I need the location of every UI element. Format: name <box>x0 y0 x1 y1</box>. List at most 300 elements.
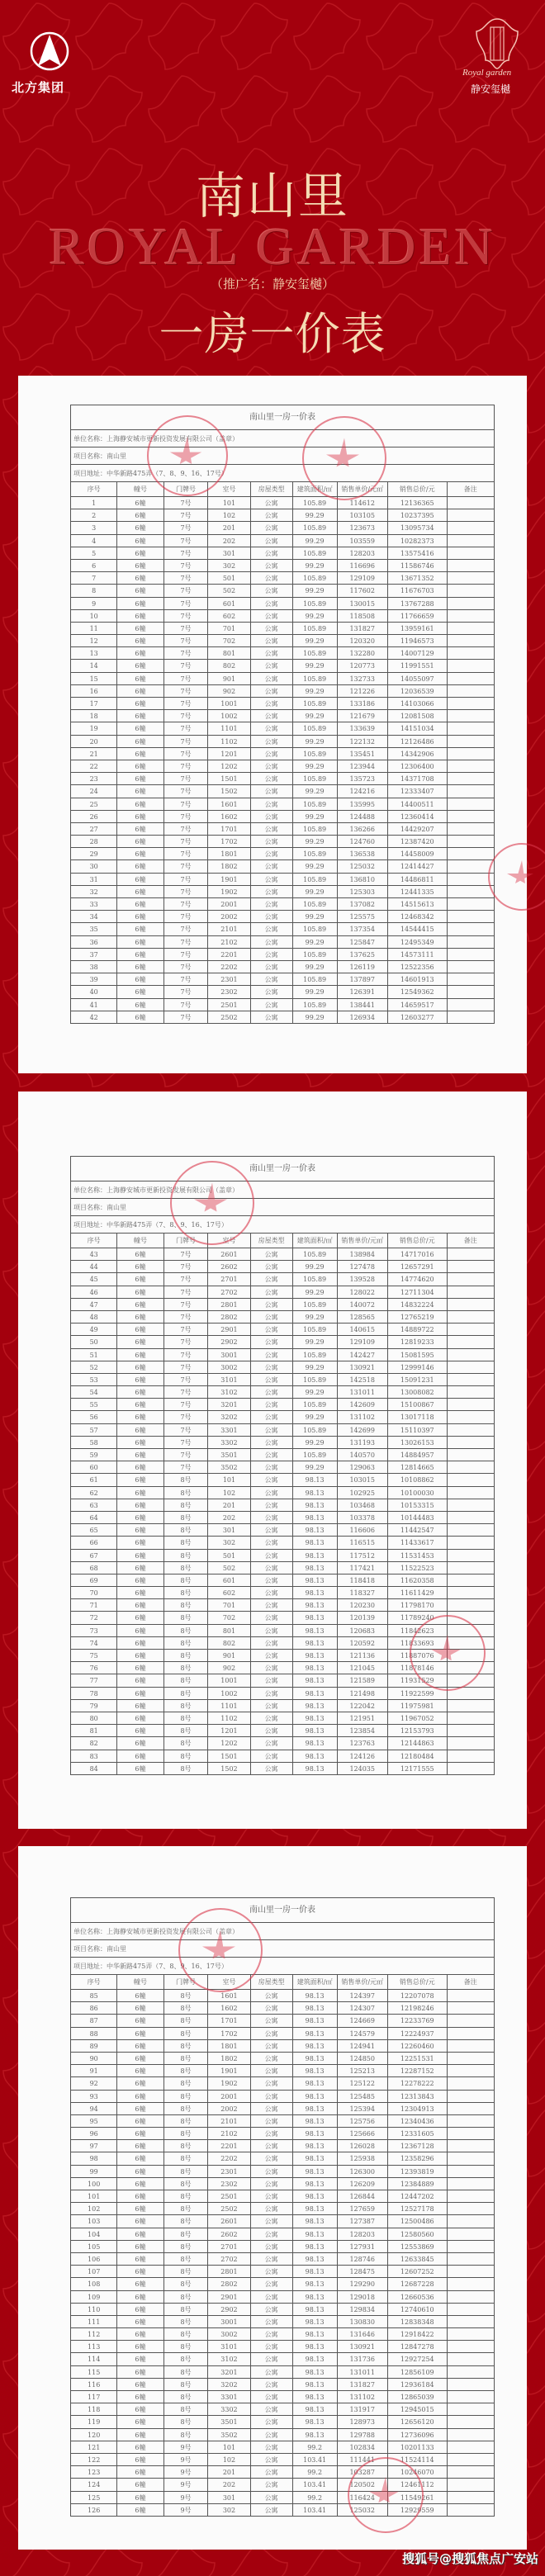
table-cell: 8号 <box>164 2366 209 2378</box>
table-cell: 118327 <box>338 1587 388 1598</box>
table-cell: 公寓 <box>251 1336 293 1347</box>
table-cell: 601 <box>208 1574 250 1586</box>
column-header: 建筑面积/㎡ <box>293 1234 338 1248</box>
table-cell: 124941 <box>338 2040 388 2052</box>
table-cell <box>448 1662 494 1674</box>
table-cell: 124579 <box>338 2028 388 2039</box>
table-cell: 99.29 <box>293 1411 338 1423</box>
table-cell: 8号 <box>164 1750 209 1762</box>
table-cell: 10144483 <box>388 1512 448 1523</box>
table-row <box>71 1599 494 1612</box>
table-cell: 98.13 <box>293 2140 338 2152</box>
table-cell: 2702 <box>208 2253 250 2265</box>
table-row <box>71 1286 494 1299</box>
table-row <box>71 860 494 873</box>
table-cell: 138441 <box>338 999 388 1011</box>
table-cell: 61 <box>71 1474 117 1485</box>
table-cell: 115 <box>71 2366 117 2378</box>
table-cell: 8号 <box>164 1487 209 1499</box>
table-cell: 8号 <box>164 1512 209 1523</box>
project-address: 项目地址：中华新路475弄（7、8、9、16、17号） <box>71 1216 494 1234</box>
table-cell: 6幢 <box>117 936 164 948</box>
table-cell <box>448 522 494 533</box>
table-cell: 136538 <box>338 848 388 859</box>
table-cell: 140615 <box>338 1324 388 1335</box>
table-cell: 11833693 <box>388 1637 448 1649</box>
table-cell: 105.89 <box>293 572 338 584</box>
table-cell: 2802 <box>208 1311 250 1323</box>
table-cell: 7号 <box>164 698 209 709</box>
table-cell: 公寓 <box>251 1261 293 1272</box>
table-cell: 48 <box>71 1311 117 1323</box>
table-cell: 公寓 <box>251 949 293 960</box>
table-cell: 14400511 <box>388 798 448 810</box>
table-cell: 6幢 <box>117 2328 164 2340</box>
table-cell: 7号 <box>164 1449 209 1461</box>
table-cell: 6幢 <box>117 1424 164 1436</box>
table-cell: 6幢 <box>117 1599 164 1611</box>
table-cell: 9号 <box>164 2441 209 2453</box>
table-cell: 124669 <box>338 2015 388 2026</box>
document-page-2 <box>18 1091 527 1829</box>
table-cell: 8号 <box>164 2152 209 2164</box>
table-cell: 6幢 <box>117 2441 164 2453</box>
table-cell: 105.89 <box>293 497 338 509</box>
table-cell: 6幢 <box>117 598 164 609</box>
table-cell: 6幢 <box>117 1700 164 1712</box>
table-cell <box>448 949 494 960</box>
table-cell: 52 <box>71 1361 117 1373</box>
table-cell: 公寓 <box>251 1386 293 1398</box>
table-row <box>71 1361 494 1374</box>
table-cell: 6幢 <box>117 798 164 810</box>
table-cell: 6幢 <box>117 1499 164 1511</box>
table-cell: 6幢 <box>117 1688 164 1699</box>
table-row <box>71 2077 494 2090</box>
table-cell: 1901 <box>208 874 250 885</box>
document-page-1 <box>18 376 527 1073</box>
left-logo-text: 北方集团 <box>12 80 65 95</box>
table-cell: 2602 <box>208 1261 250 1272</box>
table-cell: 公寓 <box>251 811 293 822</box>
table-row <box>71 2015 494 2027</box>
table-cell: 701 <box>208 623 250 634</box>
table-cell: 105.89 <box>293 1374 338 1385</box>
table-cell: 126119 <box>338 961 388 973</box>
table-row <box>71 2166 494 2178</box>
table-cell <box>448 1650 494 1661</box>
table-cell: 12233769 <box>388 2015 448 2026</box>
table-cell <box>448 2077 494 2089</box>
table-row <box>71 1437 494 1449</box>
table-row <box>71 2203 494 2215</box>
table-cell: 102 <box>208 1487 250 1499</box>
table-cell: 28 <box>71 836 117 847</box>
table-cell: 6幢 <box>117 785 164 797</box>
table-row <box>71 1261 494 1273</box>
table-cell <box>448 1990 494 2001</box>
table-cell: 公寓 <box>251 1487 293 1499</box>
table-cell: 105.89 <box>293 773 338 784</box>
table-cell: 7号 <box>164 1349 209 1361</box>
table-cell: 113 <box>71 2341 117 2352</box>
table-cell: 6幢 <box>117 961 164 973</box>
table-cell <box>448 610 494 622</box>
unit-name: 单位名称：上海静安城市更新投资发展有限公司（盖章） <box>71 430 494 447</box>
table-cell: 62 <box>71 1487 117 1499</box>
table-cell: 14573111 <box>388 949 448 960</box>
table-cell: 公寓 <box>251 848 293 859</box>
table-cell: 6幢 <box>117 685 164 697</box>
table-row <box>71 798 494 811</box>
table-cell <box>448 736 494 747</box>
table-cell: 7号 <box>164 635 209 646</box>
table-cell: 6幢 <box>117 2341 164 2352</box>
table-cell: 6幢 <box>117 560 164 571</box>
table-cell: 100 <box>71 2178 117 2190</box>
table-cell: 8号 <box>164 2353 209 2365</box>
table-cell: 公寓 <box>251 823 293 835</box>
table-cell: 1502 <box>208 785 250 797</box>
table-cell <box>448 1737 494 1749</box>
table-cell: 602 <box>208 610 250 622</box>
table-cell: 公寓 <box>251 2266 293 2277</box>
table-cell: 2301 <box>208 2166 250 2177</box>
table-cell: 116606 <box>338 1524 388 1536</box>
table-row <box>71 1449 494 1461</box>
table-cell: 2701 <box>208 1273 250 1285</box>
table-cell: 301 <box>208 547 250 559</box>
table-cell: 13 <box>71 647 117 659</box>
table-row <box>71 848 494 860</box>
table-cell: 6幢 <box>117 2379 164 2390</box>
table-cell: 6幢 <box>117 2077 164 2089</box>
table-cell: 102 <box>208 509 250 521</box>
table-header-row <box>71 1975 494 1990</box>
table-cell: 公寓 <box>251 2203 293 2214</box>
table-cell: 7号 <box>164 647 209 659</box>
table-cell: 116696 <box>338 560 388 571</box>
table-cell: 7号 <box>164 1299 209 1310</box>
table-cell: 12036539 <box>388 685 448 697</box>
table-cell: 3501 <box>208 1449 250 1461</box>
table-cell: 6幢 <box>117 911 164 922</box>
table-cell: 公寓 <box>251 547 293 559</box>
table-cell: 7号 <box>164 1361 209 1373</box>
table-row <box>71 1725 494 1737</box>
table-cell: 130921 <box>338 2341 388 2352</box>
table-cell: 公寓 <box>251 2454 293 2465</box>
table-cell: 6幢 <box>117 522 164 533</box>
table-cell: 公寓 <box>251 2228 293 2240</box>
table-cell: 103287 <box>338 2466 388 2478</box>
table-cell: 71 <box>71 1599 117 1611</box>
table-cell: 6幢 <box>117 2065 164 2076</box>
project-name: 项目名称：南山里 <box>71 1940 494 1958</box>
table-cell: 公寓 <box>251 2441 293 2453</box>
table-cell: 公寓 <box>251 2304 293 2315</box>
table-cell: 21 <box>71 748 117 760</box>
table-cell: 117602 <box>338 585 388 596</box>
table-cell: 802 <box>208 1637 250 1649</box>
table-cell <box>448 1725 494 1736</box>
table-row <box>71 685 494 698</box>
table-cell: 1002 <box>208 1688 250 1699</box>
table-cell <box>448 860 494 872</box>
table-cell: 99.29 <box>293 1386 338 1398</box>
table-cell: 12153793 <box>388 1725 448 1736</box>
table-cell: 108 <box>71 2278 117 2290</box>
table-cell: 1202 <box>208 1737 250 1749</box>
table-cell: 公寓 <box>251 898 293 910</box>
table-cell: 109 <box>71 2291 117 2303</box>
table-cell: 12126486 <box>388 736 448 747</box>
table-cell: 120773 <box>338 660 388 671</box>
table-cell: 12136365 <box>388 497 448 509</box>
table-cell: 11931529 <box>388 1674 448 1686</box>
table-cell: 121679 <box>338 710 388 722</box>
table-cell: 99.2 <box>293 2441 338 2453</box>
table-cell: 1101 <box>208 722 250 734</box>
table-cell: 2202 <box>208 961 250 973</box>
table-row <box>71 874 494 886</box>
table-cell: 89 <box>71 2040 117 2052</box>
table-cell: 7号 <box>164 1286 209 1298</box>
table-row <box>71 773 494 785</box>
table-cell <box>448 585 494 596</box>
table-cell: 3102 <box>208 2353 250 2365</box>
table-cell <box>448 798 494 810</box>
table-cell: 14 <box>71 660 117 671</box>
table-cell: 121951 <box>338 1712 388 1724</box>
table-cell <box>448 886 494 897</box>
table-cell: 6幢 <box>117 1273 164 1285</box>
table-cell: 10 <box>71 610 117 622</box>
table-cell: 51 <box>71 1349 117 1361</box>
table-cell: 135723 <box>338 773 388 784</box>
table-title: 南山里一房一价表 <box>71 1157 494 1181</box>
table-cell: 99.29 <box>293 911 338 922</box>
table-cell: 8号 <box>164 1650 209 1661</box>
table-cell: 3202 <box>208 1411 250 1423</box>
table-row <box>71 1461 494 1474</box>
table-cell: 127387 <box>338 2215 388 2227</box>
table-cell: 12414427 <box>388 860 448 872</box>
table-row <box>71 1587 494 1599</box>
table-cell: 99.29 <box>293 660 338 671</box>
table-cell: 1002 <box>208 710 250 722</box>
table-cell: 13008082 <box>388 1386 448 1398</box>
table-cell: 124216 <box>338 785 388 797</box>
table-row <box>71 660 494 672</box>
table-cell: 7号 <box>164 1261 209 1272</box>
table-cell: 8号 <box>164 2178 209 2190</box>
table-row <box>71 2492 494 2504</box>
table-cell: 14832224 <box>388 1299 448 1310</box>
table-cell: 6幢 <box>117 1411 164 1423</box>
table-cell: 6幢 <box>117 1550 164 1561</box>
table-cell: 601 <box>208 598 250 609</box>
table-row <box>71 1737 494 1750</box>
table-cell: 1702 <box>208 836 250 847</box>
table-cell: 105.89 <box>293 898 338 910</box>
table-cell: 公寓 <box>251 2504 293 2516</box>
table-cell: 12603277 <box>388 1011 448 1023</box>
table-cell <box>448 1311 494 1323</box>
table-cell: 12814665 <box>388 1461 448 1473</box>
table-cell: 12607252 <box>388 2266 448 2277</box>
table-cell: 102834 <box>338 2441 388 2453</box>
table-cell <box>448 874 494 885</box>
table-cell: 98.13 <box>293 2429 338 2441</box>
table-cell: 29 <box>71 848 117 859</box>
table-cell <box>448 2466 494 2478</box>
table-cell: 124 <box>71 2479 117 2490</box>
table-cell: 105.89 <box>293 874 338 885</box>
table-row <box>71 1562 494 1574</box>
table-cell: 116515 <box>338 1537 388 1548</box>
table-cell: 12660536 <box>388 2291 448 2303</box>
table-cell: 1102 <box>208 1712 250 1724</box>
table-cell: 142609 <box>338 1399 388 1410</box>
table-cell: 7号 <box>164 836 209 847</box>
table-cell <box>448 748 494 760</box>
table-cell: 公寓 <box>251 936 293 948</box>
table-cell: 98.13 <box>293 2291 338 2303</box>
table-row <box>71 1625 494 1637</box>
table-cell: 82 <box>71 1737 117 1749</box>
table-cell: 6幢 <box>117 1737 164 1749</box>
table-cell: 130015 <box>338 598 388 609</box>
table-cell: 11611429 <box>388 1587 448 1598</box>
table-cell: 8 <box>71 585 117 596</box>
table-cell <box>448 1700 494 1712</box>
table-cell: 11620358 <box>388 1574 448 1586</box>
table-cell: 99.29 <box>293 560 338 571</box>
table-cell: 25 <box>71 798 117 810</box>
table-cell: 102 <box>208 2454 250 2465</box>
table-cell: 2302 <box>208 2178 250 2190</box>
table-cell: 6幢 <box>117 986 164 997</box>
table-cell: 6幢 <box>117 710 164 722</box>
table-cell: 公寓 <box>251 1361 293 1373</box>
table-cell: 142699 <box>338 1424 388 1436</box>
table-row <box>71 1487 494 1499</box>
table-cell: 6幢 <box>117 999 164 1011</box>
table-cell: 7号 <box>164 1437 209 1448</box>
table-row <box>71 2403 494 2416</box>
table-cell: 114612 <box>338 497 388 509</box>
table-cell: 122132 <box>338 736 388 747</box>
table-cell: 202 <box>208 535 250 547</box>
table-cell: 16 <box>71 685 117 697</box>
table-cell: 36 <box>71 936 117 948</box>
table-cell: 8号 <box>164 1537 209 1548</box>
table-cell: 101 <box>71 2190 117 2202</box>
table-row <box>71 2128 494 2140</box>
table-cell: 8号 <box>164 1599 209 1611</box>
table-row <box>71 911 494 923</box>
table-cell: 99.29 <box>293 986 338 997</box>
table-cell: 6幢 <box>117 874 164 885</box>
table-cell: 98.13 <box>293 2077 338 2089</box>
table-cell: 98.13 <box>293 2128 338 2139</box>
table-cell <box>448 823 494 835</box>
table-cell: 137897 <box>338 973 388 985</box>
table-cell: 8号 <box>164 2328 209 2340</box>
table-cell: 公寓 <box>251 1299 293 1310</box>
table-row <box>71 1324 494 1336</box>
table-cell: 98.13 <box>293 2316 338 2327</box>
table-cell: 3001 <box>208 2316 250 2327</box>
table-cell: 6幢 <box>117 1990 164 2001</box>
table-row <box>71 2416 494 2428</box>
table-cell: 107 <box>71 2266 117 2277</box>
table-cell: 112 <box>71 2328 117 2340</box>
table-cell: 68 <box>71 1562 117 1574</box>
table-cell: 103015 <box>338 1474 388 1485</box>
table-row <box>71 736 494 748</box>
table-cell: 6幢 <box>117 1674 164 1686</box>
table-cell: 99.2 <box>293 2492 338 2503</box>
table-cell: 136266 <box>338 823 388 835</box>
table-cell: 98.13 <box>293 2152 338 2164</box>
table-cell: 9号 <box>164 2466 209 2478</box>
table-cell: 11946573 <box>388 635 448 646</box>
table-row <box>71 1248 494 1261</box>
table-cell: 96 <box>71 2128 117 2139</box>
table-cell: 99.29 <box>293 509 338 521</box>
table-cell: 6幢 <box>117 1763 164 1774</box>
table-cell: 99.29 <box>293 811 338 822</box>
table-cell: 12856109 <box>388 2366 448 2378</box>
table-cell: 125485 <box>338 2091 388 2102</box>
table-cell: 6幢 <box>117 2203 164 2214</box>
table-cell: 6幢 <box>117 660 164 671</box>
table-cell: 6幢 <box>117 2103 164 2114</box>
table-cell: 105.89 <box>293 823 338 835</box>
table-cell: 8号 <box>164 2015 209 2026</box>
table-row <box>71 2316 494 2328</box>
table-cell <box>448 923 494 935</box>
table-cell: 120592 <box>338 1637 388 1649</box>
table-row <box>71 2466 494 2479</box>
table-cell: 8号 <box>164 1712 209 1724</box>
table-cell: 44 <box>71 1261 117 1272</box>
table-cell <box>448 2429 494 2441</box>
table-cell: 56 <box>71 1411 117 1423</box>
table-cell <box>448 598 494 609</box>
table-cell: 117421 <box>338 1562 388 1574</box>
table-cell: 117 <box>71 2391 117 2403</box>
table-cell: 85 <box>71 1990 117 2001</box>
table-cell: 35 <box>71 923 117 935</box>
table-cell: 8号 <box>164 1662 209 1674</box>
table-cell: 8号 <box>164 2190 209 2202</box>
table-cell: 59 <box>71 1449 117 1461</box>
table-cell: 3501 <box>208 2416 250 2427</box>
table-cell: 7号 <box>164 497 209 509</box>
table-cell: 7号 <box>164 522 209 533</box>
table-cell: 公寓 <box>251 2291 293 2303</box>
table-cell: 103105 <box>338 509 388 521</box>
table-cell: 7 <box>71 572 117 584</box>
table-cell: 公寓 <box>251 1273 293 1285</box>
table-cell: 公寓 <box>251 785 293 797</box>
table-cell: 公寓 <box>251 2416 293 2427</box>
table-cell: 6幢 <box>117 2479 164 2490</box>
table-cell: 98.13 <box>293 2065 338 2076</box>
